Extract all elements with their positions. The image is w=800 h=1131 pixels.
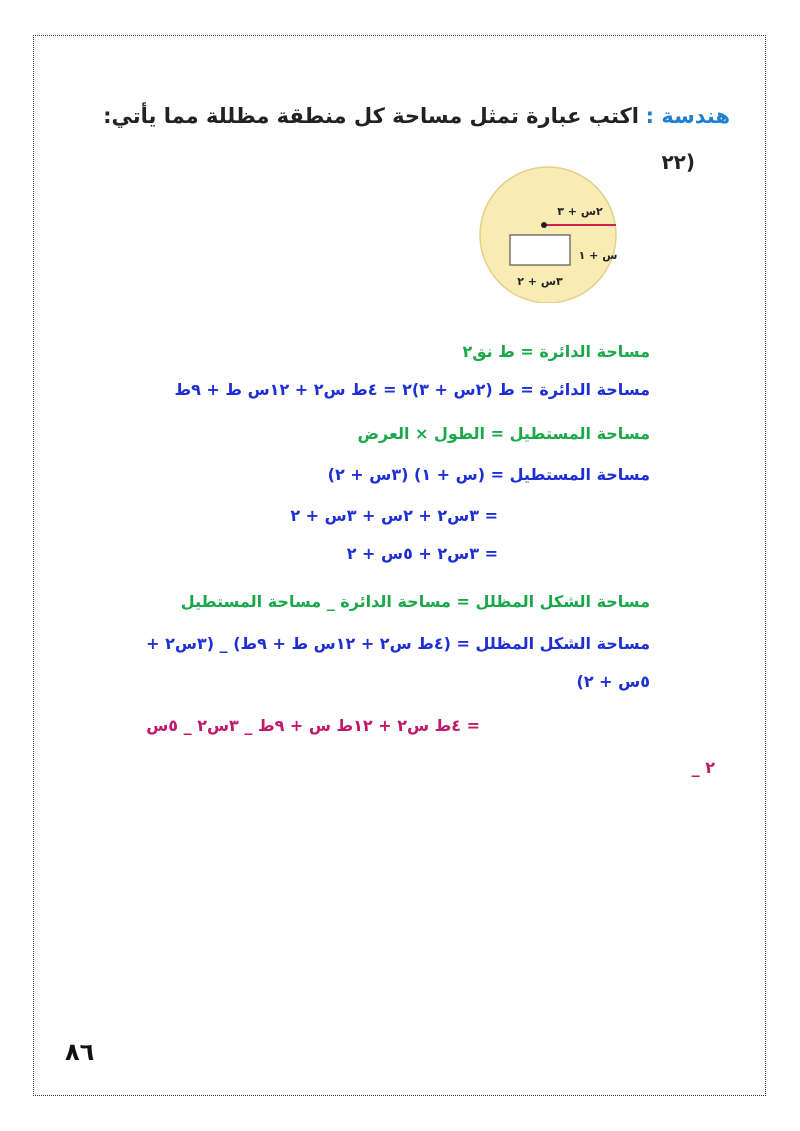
header-instruction: اكتب عبارة تمثل مساحة كل منطقة مظللة مما يأتي: [103, 104, 639, 128]
shaded-area-substitution-cont: ٥س + ٢) [576, 672, 650, 691]
rectangle-area-simplified: = ٣س٢ + ٥س + ٢ [346, 544, 498, 563]
rectangle-area-formula: مساحة المستطيل = الطول × العرض [357, 424, 650, 443]
shaded-area-result: = ٤ط س٢ + ١٢ط س + ٩ط _ ٣س٢ _ ٥س [146, 716, 480, 735]
exercise-header [103, 104, 730, 128]
rect-width-label: ٣س + ٢ [517, 275, 563, 288]
center-point [541, 222, 547, 228]
inner-rectangle [510, 235, 570, 265]
header-keyword: هندسة : [645, 104, 730, 128]
rect-height-label: س + ١ [578, 249, 618, 262]
circle-area-expansion: مساحة الدائرة = ط (٢س + ٣)٢ = ٤ط س٢ + ١٢س ط + ٩ط [174, 380, 650, 399]
radius-label: ٢س + ٣ [557, 205, 603, 218]
shaded-area-substitution: مساحة الشكل المظلل = (٤ط س٢ + ١٢س ط + ٩ط) _ (٣س٢ + [146, 634, 650, 653]
question-number: (٢٢ [661, 150, 695, 174]
circle-rectangle-figure [462, 163, 634, 303]
rectangle-area-substitution: مساحة المستطيل = (س + ١) (٣س + ٢) [327, 465, 650, 484]
page-border [33, 35, 766, 1096]
shaded-area-result-cont: _ ٢ [691, 758, 715, 777]
circle-area-formula: مساحة الدائرة = ط نق٢ [462, 342, 650, 361]
rectangle-area-expand: = ٣س٢ + ٢س + ٣س + ٢ [290, 506, 498, 525]
page-number: ٨٦ [65, 1038, 95, 1066]
shaded-area-formula: مساحة الشكل المظلل = مساحة الدائرة _ مساحة المستطيل [180, 592, 650, 611]
